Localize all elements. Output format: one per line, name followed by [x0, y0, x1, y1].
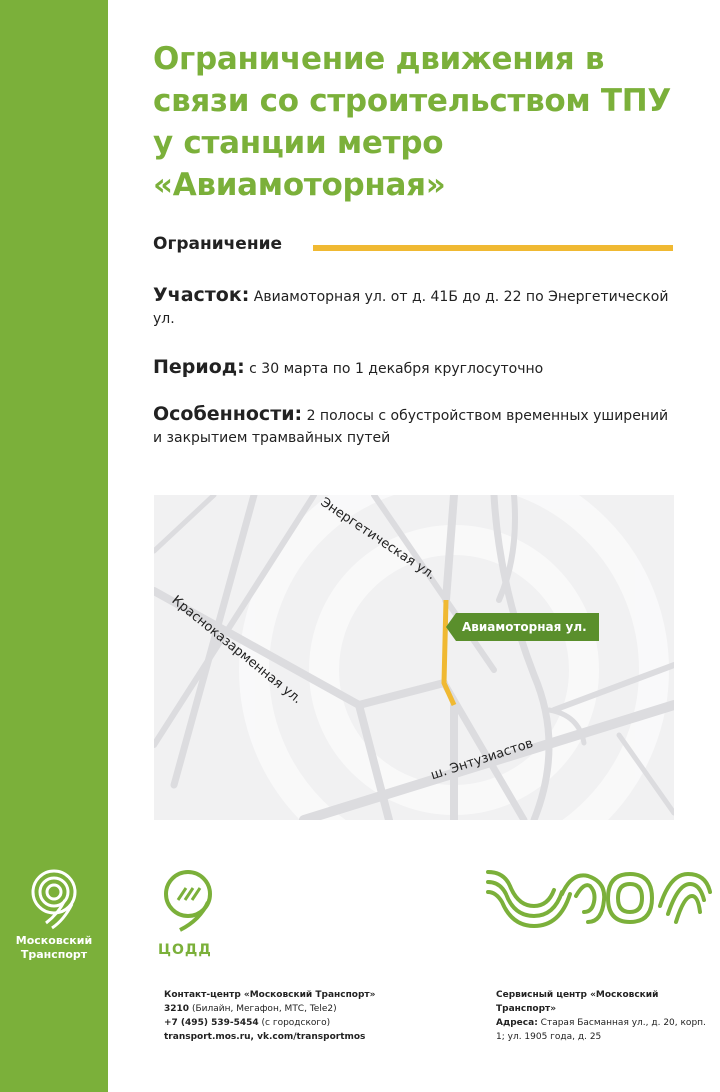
service-title: Сервисный центр «Московский Транспорт»	[496, 990, 659, 1014]
features-value: 2 полосы с обустройством временных уширений и закрытием трамвайных путей	[153, 408, 669, 446]
contact-title: Контакт-центр «Московский Транспорт»	[164, 990, 376, 1000]
sidebar	[0, 0, 108, 1092]
period-value: с 30 марта по 1 декабря круглосуточно	[249, 361, 544, 377]
restriction-heading	[153, 234, 673, 262]
heading-divider	[313, 245, 673, 251]
features-label: Особенности:	[153, 403, 303, 425]
section-label: Участок:	[153, 284, 250, 306]
contact-websites: transport.mos.ru, vk.com/transportmos	[164, 1032, 366, 1042]
map-label-krasnokazarmennaya: Краснoказарменная ул.	[168, 593, 305, 708]
moscow-transport-nine-icon	[24, 868, 84, 930]
codd-nine-icon	[158, 868, 220, 932]
logo-text-line1: Московский	[15, 934, 93, 947]
period-label: Период:	[153, 356, 245, 378]
codd-text: ЦОДД	[158, 942, 212, 958]
page-title: Ограничение движения в связи со строительством ТПУ у станции метро «Авиамоторная»	[153, 41, 672, 203]
service-address-label: Адреса:	[496, 1018, 538, 1028]
contact-short-number: 3210	[164, 1004, 190, 1014]
map-roads	[154, 495, 674, 820]
map-callout-aviamotornaya: Авиамоторная ул.	[456, 613, 599, 641]
moscow-transport-logo	[14, 868, 94, 962]
map-label-entuziastov: ш. Энтузиастов	[429, 736, 536, 784]
logo-text-line2: Транспорт	[20, 948, 88, 961]
period-info	[153, 356, 673, 380]
service-center-info	[496, 988, 716, 1044]
contact-line2	[164, 1016, 464, 1030]
mos-logo-icon	[484, 866, 714, 930]
contact-center-info	[164, 988, 464, 1044]
section-value: Авиамоторная ул. от д. 41Б до д. 22 по Энергетической ул.	[153, 289, 669, 327]
section-info	[153, 284, 673, 330]
map-label-energeticheskaya: Энергетическая ул.	[317, 495, 439, 584]
features-info	[153, 403, 673, 449]
contact-phone: +7 (495) 539-5454	[164, 1018, 259, 1028]
service-address-value: Старая Басманная ул., д. 20, корп. 1; ул. 1905 года, д. 25	[496, 1018, 706, 1042]
service-address	[496, 1016, 716, 1044]
contact-operators: (Билайн, Мегафон, МТС, Tele2)	[191, 1004, 337, 1014]
codd-logo	[158, 868, 228, 958]
contact-line1	[164, 1002, 464, 1016]
contact-phone-note: (с городского)	[261, 1018, 331, 1028]
map	[154, 495, 674, 820]
restriction-heading-text: Ограничение	[153, 234, 283, 254]
